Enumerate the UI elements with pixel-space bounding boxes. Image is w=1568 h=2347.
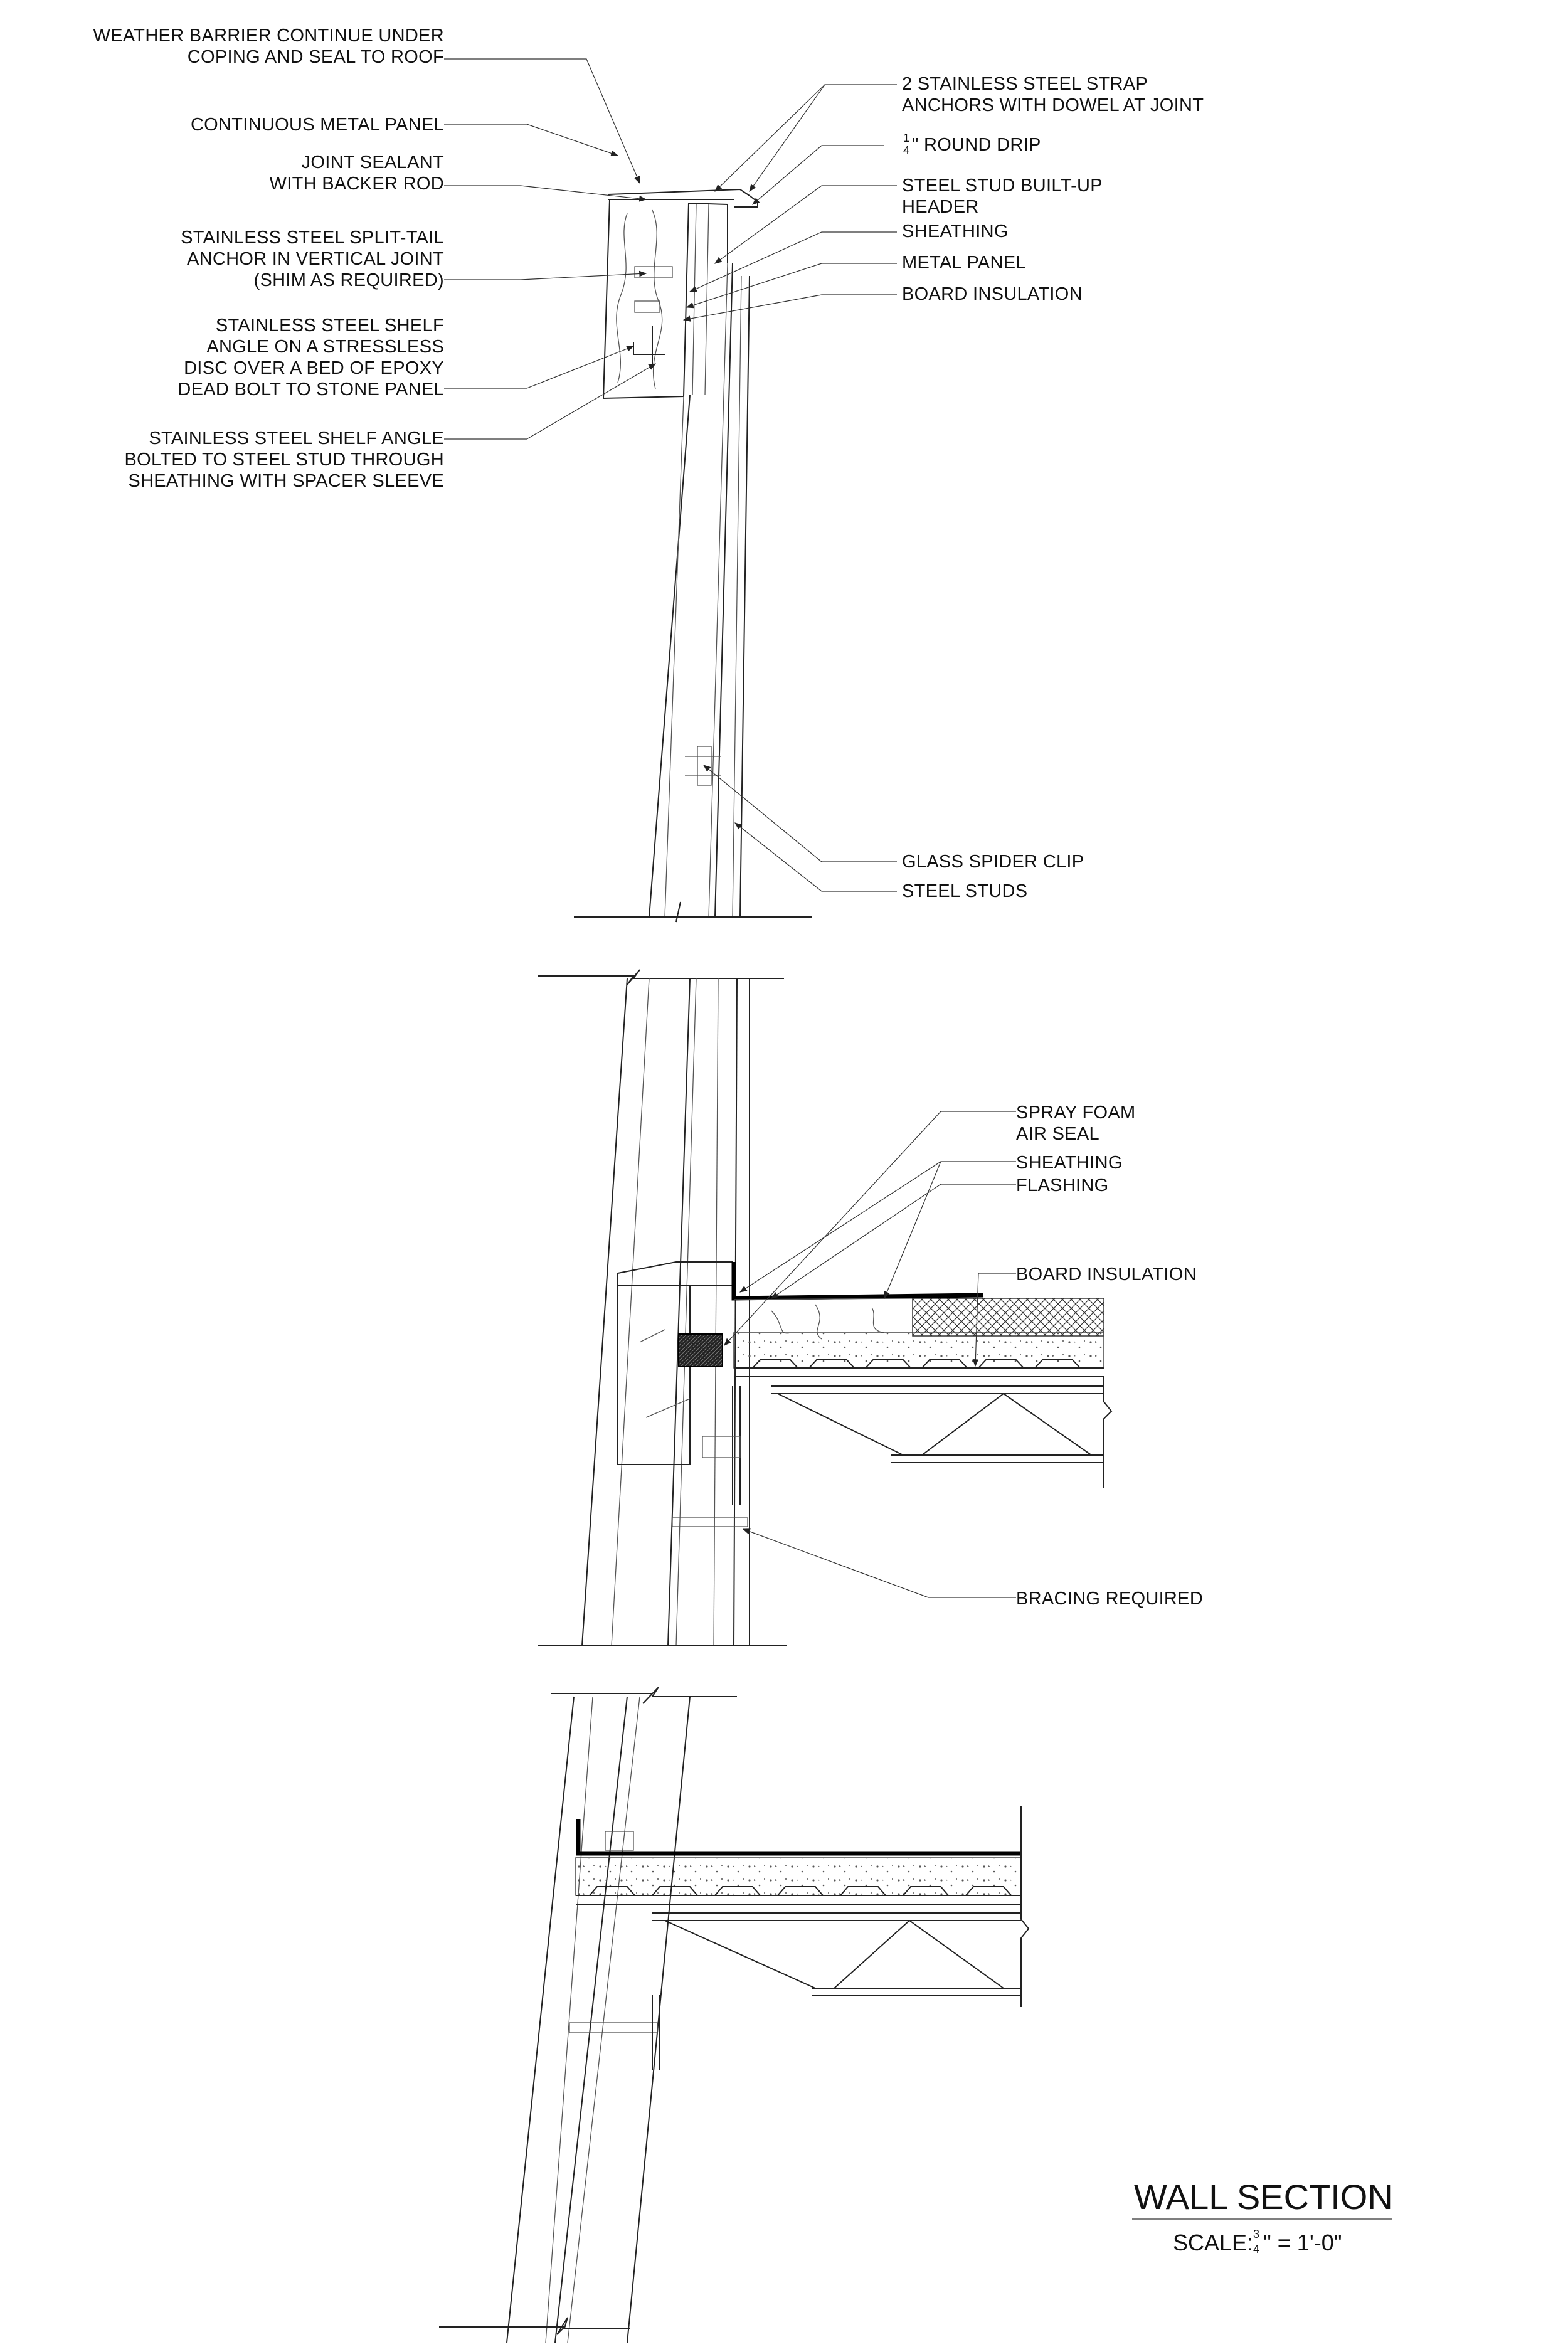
scale-denominator: 4 (1253, 2243, 1260, 2255)
spray-foam-label-line-2: AIR SEAL (1016, 1124, 1099, 1144)
top-left-label-4-line-2: ANCHOR IN VERTICAL JOINT (186, 249, 444, 269)
top-left-label-6-line-3: SHEATHING WITH SPACER SLEEVE (128, 471, 444, 491)
steel-studs-label: STEEL STUDS (902, 881, 1028, 901)
top-left-label-5-line-1: STAINLESS STEEL SHELF (215, 315, 444, 336)
metal-panel-label: METAL PANEL (902, 253, 1026, 273)
top-left-label-2-line-1: CONTINUOUS METAL PANEL (190, 115, 444, 135)
top-left-label-5-line-3: DISC OVER A BED OF EPOXY (184, 358, 444, 378)
scale-numerator: 3 (1253, 2228, 1260, 2240)
top-right-label-group (902, 74, 1204, 901)
top-left-label-6-line-1: STAINLESS STEEL SHELF ANGLE (149, 428, 444, 448)
title-block (1132, 2177, 1393, 2255)
drip-fraction-numerator: 1 (903, 132, 910, 144)
header-label-line-1: STEEL STUD BUILT-UP (902, 176, 1103, 196)
flashing-label: FLASHING (1016, 1175, 1109, 1195)
top-left-label-4-line-3: (SHIM AS REQUIRED) (253, 270, 444, 290)
straps-label-line-2: ANCHORS WITH DOWEL AT JOINT (902, 95, 1204, 115)
top-left-label-1-line-1: WEATHER BARRIER CONTINUE UNDER (93, 26, 444, 46)
board-insulation-label-top: BOARD INSULATION (902, 284, 1083, 304)
sheathing-label-middle: SHEATHING (1016, 1153, 1123, 1173)
floor-detail (538, 970, 1111, 1646)
top-right-leaders (684, 85, 897, 891)
spray-foam-label-line-1: SPRAY FOAM (1016, 1103, 1136, 1123)
drip-fraction-denominator: 4 (903, 144, 910, 157)
bottom-detail (439, 1687, 1029, 2343)
header-label-line-2: HEADER (902, 197, 979, 217)
top-left-label-3-line-2: WITH BACKER ROD (269, 174, 444, 194)
straps-label-line-1: 2 STAINLESS STEEL STRAP (902, 74, 1148, 94)
top-left-label-group (93, 26, 445, 491)
top-left-leaders (444, 59, 655, 439)
top-left-label-1-line-2: COPING AND SEAL TO ROOF (187, 47, 444, 67)
top-left-label-5-line-4: DEAD BOLT TO STONE PANEL (177, 379, 444, 400)
scale-prefix: SCALE: (1173, 2230, 1254, 2255)
drip-label: " ROUND DRIP (912, 135, 1041, 155)
board-insulation-label-middle: BOARD INSULATION (1016, 1264, 1197, 1285)
top-left-label-3-line-1: JOINT SEALANT (301, 152, 444, 172)
top-left-label-5-line-2: ANGLE ON A STRESSLESS (206, 337, 444, 357)
parapet-detail (574, 189, 812, 922)
sheathing-label-top: SHEATHING (902, 221, 1009, 241)
top-left-label-6-line-2: BOLTED TO STEEL STUD THROUGH (124, 450, 444, 470)
top-left-label-4-line-1: STAINLESS STEEL SPLIT-TAIL (181, 228, 444, 248)
drawing-title: WALL SECTION (1134, 2177, 1393, 2217)
scale-suffix: " = 1'-0" (1263, 2230, 1342, 2255)
spider-clip-label: GLASS SPIDER CLIP (902, 852, 1084, 872)
bracing-label: BRACING REQUIRED (1016, 1589, 1204, 1609)
